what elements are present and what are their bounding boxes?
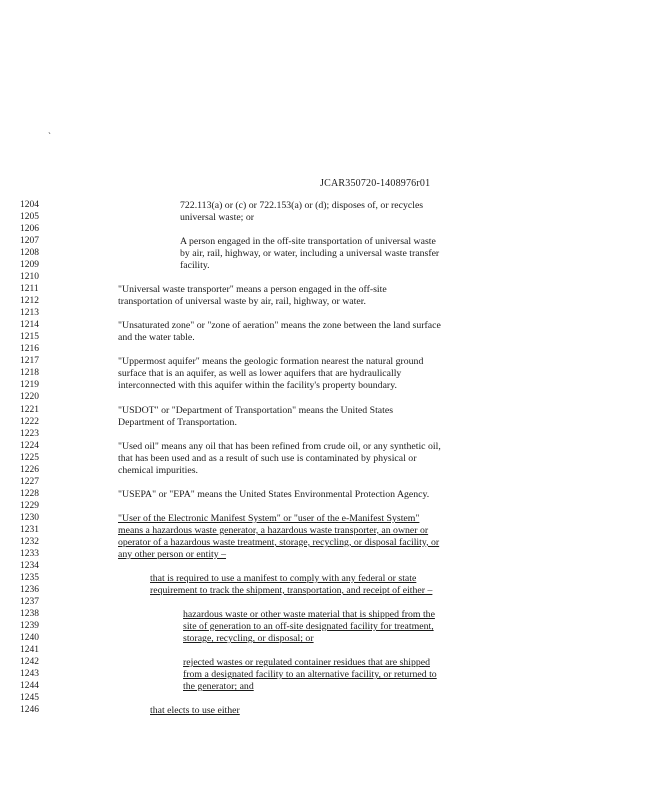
- line-number: 1220: [20, 392, 39, 403]
- line-number: 1205: [20, 212, 39, 223]
- line-number: 1234: [20, 560, 39, 571]
- line-number: 1231: [20, 524, 39, 535]
- line-text: 722.113(a) or (c) or 722.153(a) or (d); disposes of, or recycles: [180, 200, 424, 211]
- line-number: 1237: [20, 596, 39, 607]
- line-text: that elects to use either: [150, 705, 240, 717]
- line-text: "USDOT" or "Department of Transportation" means the United States: [118, 404, 394, 416]
- line-number: 1213: [20, 308, 39, 319]
- line-number: 1222: [20, 416, 39, 427]
- line-number: 1211: [20, 284, 39, 295]
- line-number: 1210: [20, 272, 39, 283]
- line-text: from a designated facility to an alternative facility, or returned to: [183, 669, 437, 681]
- line-text: and the water table.: [118, 332, 195, 344]
- line-text: Department of Transportation.: [118, 416, 237, 428]
- line-number: 1225: [20, 452, 39, 463]
- line-text: "Universal waste transporter" means a person engaged in the off-site: [118, 284, 387, 296]
- line-text: rejected wastes or regulated container residues that are shipped: [183, 657, 430, 669]
- line-text: surface that is an aquifer, as well as lower aquifers that are hydraulically: [118, 368, 402, 380]
- line-number: 1238: [20, 609, 39, 620]
- line-number: 1226: [20, 464, 39, 475]
- line-number: 1223: [20, 428, 39, 439]
- scan-mark: `: [48, 131, 51, 141]
- line-text: that is required to use a manifest to comply with any federal or state: [150, 572, 417, 584]
- line-number: 1208: [20, 248, 39, 259]
- line-number: 1245: [20, 693, 39, 704]
- line-text: operator of a hazardous waste treatment, storage, recycling, or disposal facility, or: [118, 536, 440, 548]
- line-number: 1239: [20, 621, 39, 632]
- line-text: universal waste; or: [180, 212, 254, 224]
- line-number: 1236: [20, 584, 39, 595]
- line-number: 1228: [20, 488, 39, 499]
- line-text: storage, recycling, or disposal; or: [183, 633, 314, 645]
- line-text: interconnected with this aquifer within the facility's property boundary.: [118, 380, 397, 392]
- line-number: 1241: [20, 645, 39, 656]
- line-number: 1212: [20, 296, 39, 307]
- line-number: 1204: [20, 200, 39, 210]
- line-text: by air, rail, highway, or water, including a universal waste transfer: [180, 248, 440, 260]
- line-number: 1230: [20, 512, 39, 523]
- line-number: 1242: [20, 657, 39, 668]
- line-number: 1246: [20, 705, 39, 716]
- line-text: chemical impurities.: [118, 464, 198, 476]
- line-text: the generator; and: [183, 681, 254, 693]
- line-number: 1244: [20, 681, 39, 692]
- line-number: 1221: [20, 404, 39, 415]
- line-number: 1219: [20, 380, 39, 391]
- line-number: 1217: [20, 356, 39, 367]
- line-text: means a hazardous waste generator, a hazardous waste transporter, an owner or: [118, 524, 429, 536]
- line-number: 1227: [20, 476, 39, 487]
- line-number: 1214: [20, 320, 39, 331]
- line-number: 1209: [20, 260, 39, 271]
- line-text: "Used oil" means any oil that has been refined from crude oil, or any synthetic oil,: [118, 440, 441, 452]
- line-text: "USEPA" or "EPA" means the United States Environmental Protection Agency.: [118, 488, 430, 500]
- line-text: "Unsaturated zone" or "zone of aeration" means the zone between the land surface: [118, 320, 441, 332]
- line-number: 1232: [20, 536, 39, 547]
- line-number: 1233: [20, 548, 39, 559]
- line-text: transportation of universal waste by air, rail, highway, or water.: [118, 296, 366, 308]
- line-text: any other person or entity –: [118, 548, 227, 560]
- line-number: 1218: [20, 368, 39, 379]
- line-text: requirement to track the shipment, transportation, and receipt of either –: [150, 584, 433, 596]
- line-text: that has been used and as a result of such use is contaminated by physical or: [118, 452, 417, 464]
- line-number: 1235: [20, 572, 39, 583]
- line-number: 1216: [20, 344, 39, 355]
- line-number: 1206: [20, 224, 39, 235]
- line-text: hazardous waste or other waste material that is shipped from the: [183, 609, 435, 621]
- document-header-id: JCAR350720-1408976r01: [320, 178, 431, 189]
- line-text: A person engaged in the off-site transportation of universal waste: [180, 236, 436, 248]
- line-number: 1243: [20, 669, 39, 680]
- line-number: 1207: [20, 236, 39, 247]
- line-number: 1229: [20, 500, 39, 511]
- line-number: 1215: [20, 332, 39, 343]
- line-text: site of generation to an off-site designated facility for treatment,: [183, 621, 434, 633]
- line-text: facility.: [180, 260, 210, 272]
- line-text: "User of the Electronic Manifest System" or "user of the e-Manifest System": [118, 512, 420, 524]
- line-number: 1240: [20, 633, 39, 644]
- line-text: "Uppermost aquifer" means the geologic formation nearest the natural ground: [118, 356, 424, 368]
- line-number: 1224: [20, 440, 39, 451]
